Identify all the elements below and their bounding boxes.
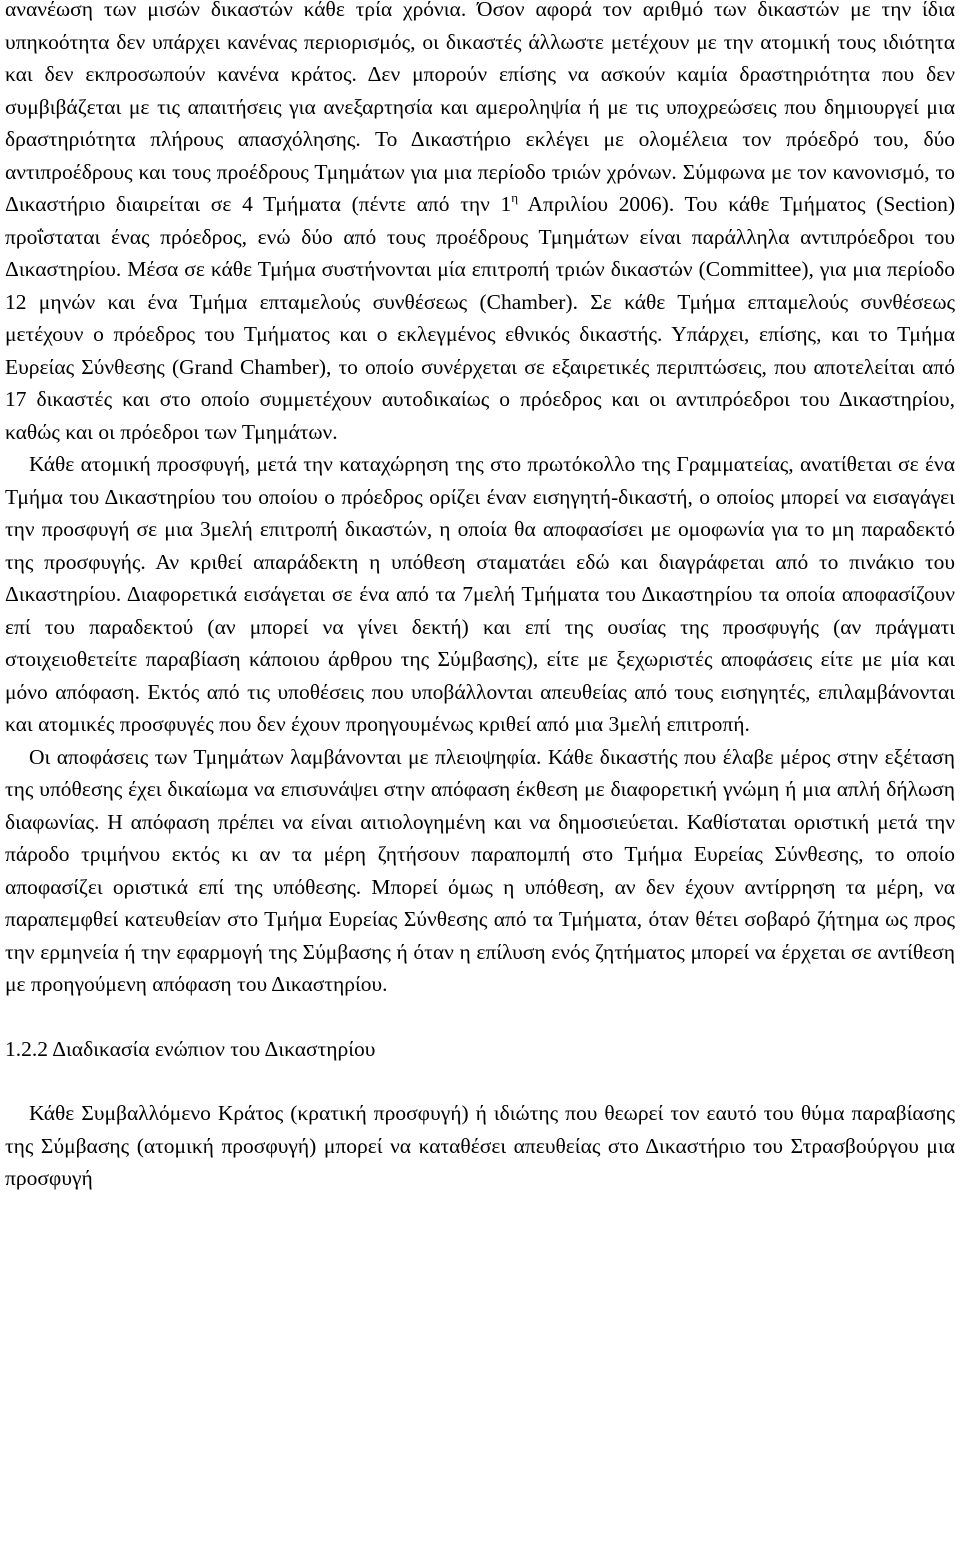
section-heading: 1.2.2 Διαδικασία ενώπιον του Δικαστηρίου	[5, 1036, 376, 1061]
ordinal-superscript: η	[511, 190, 519, 205]
paragraph-procedure: Κάθε Συμβαλλόμενο Κράτος (κρατική προσφυγή) ή ιδιώτης που θεωρεί τον εαυτό του θύμα παραβίασης της Σύμβασης (ατομική προσφυγή) μπορεί να καταθέσει απευθείας στο Δικαστήριο του Στρασβούργου μια προσφυγή	[5, 1101, 955, 1190]
paragraph-1-text-b: Το Δικαστήριο εκλέγει με ολομέλεια τον πρόεδρό του, δύο αντιπροέδρους και τους προέδρους Τμημάτων για μια περίοδο τριών χρόνων. Σύμφωνα με τον κανονισμό, το Δικαστήριο διαιρείται σε 4 Τμήματα (πέντε από την 1	[5, 127, 955, 216]
section-spacer-2	[5, 1065, 955, 1097]
section-spacer	[5, 1001, 955, 1033]
paragraph-1-text-a: ανανέωση των μισών δικαστών κάθε τρία χρόνια. Όσον αφορά τον αριθμό των δικαστών με την ίδια υπηκοότητα δεν υπάρχει κανένας περιορισμός, οι δικαστές άλλωστε μετέχουν με την ατομική τους ιδιότητα και δεν εκπροσωπούν κανένα κράτος. Δεν μπορούν επίσης να ασκούν καμία δραστηριότητα που δεν συμβιβάζεται με τις απαιτήσεις για ανεξαρτησία και αμεροληψία ή με τις υποχρεώσεις που δημιουργεί μια δραστηριότητα πλήρους απασχόλησης.	[5, 0, 955, 151]
document-page	[5, 0, 955, 1195]
paragraph-court-composition	[5, 0, 955, 448]
paragraph-decisions: Οι αποφάσεις των Τμημάτων λαμβάνονται με πλειοψηφία. Κάθε δικαστής που έλαβε μέρος στην εξέταση της υπόθεσης έχει δικαίωμα να επισυνάψει στην απόφαση έκθεση με διαφορετική γνώμη ή μια απλή δήλωση διαφωνίας. Η απόφαση πρέπει να είναι αιτιολογημένη και να δημοσιεύεται. Καθίσταται οριστική μετά την πάροδο τριμήνου εκτός κι αν τα μέρη ζητήσουν παραπομπή στο Τμήμα Ευρείας Σύνθεσης, το οποίο αποφασίζει οριστικά επί της υπόθεσης. Μπορεί όμως η υπόθεση, αν δεν έχουν αντίρρηση τα μέρη, να παραπεμφθεί κατευθείαν στο Τμήμα Ευρείας Σύνθεσης από τα Τμήματα, όταν θέτει σοβαρό ζήτημα ως προς την ερμηνεία ή την εφαρμογή της Σύμβασης ή όταν η επίλυση ενός ζητήματος μπορεί να έρχεται σε αντίθεση με προηγούμενη απόφαση του Δικαστηρίου.	[5, 744, 955, 996]
paragraph-individual-application: Κάθε ατομική προσφυγή, μετά την καταχώρηση της στο πρωτόκολλο της Γραμματείας, ανατίθεται σε ένα Τμήμα του Δικαστηρίου του οποίου ο πρόεδρος ορίζει έναν εισηγητή-δικαστή, ο οποίος μπορεί να εισαγάγει την προσφυγή σε μια 3μελή επιτροπή δικαστών, η οποία θα αποφασίσει με ομοφωνία για το μη παραδεκτό της προσφυγής. Αν κριθεί απαράδεκτη η υπόθεση σταματάει εδώ και διαγράφεται από το πινάκιο του Δικαστηρίου. Διαφορετικά εισάγεται σε ένα από τα 7μελή Τμήματα του Δικαστηρίου τα οποία αποφασίζουν επί του παραδεκτού (αν μπορεί να γίνει δεκτή) και επί της ουσίας της προσφυγής (αν πράγματι στοιχειοθετείτε παραβίαση κάποιου άρθρου της Σύμβασης), είτε με ξεχωριστές αποφάσεις είτε με μία και μόνο απόφαση. Εκτός από τις υποθέσεις που υποβάλλονται απευθείας από τους εισηγητές, επιλαμβάνονται και ατομικές προσφυγές που δεν έχουν προηγουμένως κριθεί από μια 3μελή επιτροπή.	[5, 452, 955, 736]
paragraph-1-text-c: Απριλίου 2006). Του κάθε Τμήματος (Section) προΐσταται ένας πρόεδρος, ενώ δύο από τους προέδρους Τμημάτων είναι παράλληλα αντιπρόεδροι του Δικαστηρίου. Μέσα σε κάθε Τμήμα συστήνονται μία επιτροπή τριών δικαστών (Committee), για μια περίοδο 12 μηνών και ένα Τμήμα επταμελούς συνθέσεως (Chamber). Σε κάθε Τμήμα επταμελούς συνθέσεως μετέχουν ο πρόεδρος του Τμήματος και ο εκλεγμένος εθνικός δικαστής. Υπάρχει, επίσης, και το Τμήμα Ευρείας Σύνθεσης (Grand Chamber), το οποίο συνέρχεται σε εξαιρετικές περιπτώσεις, που αποτελείται από 17 δικαστές και στο οποίο συμμετέχουν αυτοδικαίως ο πρόεδρος και οι αντιπρόεδροι του Δικαστηρίου, καθώς και οι πρόεδροι των Τμημάτων.	[5, 192, 955, 444]
